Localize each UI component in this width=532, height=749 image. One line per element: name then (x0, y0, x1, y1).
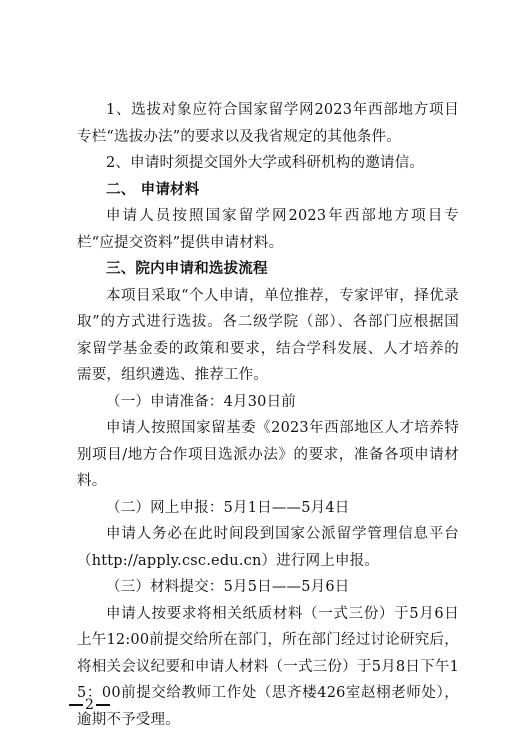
paragraph-criteria-1: 1、选拔对象应符合国家留学网2023年西部地方项目专栏“选拔办法”的要求以及我省规定的其他条件。 (77, 102, 459, 145)
subheading-preparation: （一）申请准备：4月30日前 (106, 393, 296, 410)
page-footer (69, 697, 110, 713)
paragraph-submission: 申请人按要求将相关纸质材料（一式三份）于5月6日上午12:00前提交给所在部门，所在部门经过讨论研究后，将相关会议纪要和申请人材料（一式三份）于5月8日下午15：00前提交给教师工作处（思齐楼426室赵栩老师处），逾期不予受理。 (77, 605, 459, 728)
subheading-submission: （三）材料提交：5月5日——5月6日 (106, 579, 350, 595)
section-heading-materials: 二、 申请材料 (106, 181, 200, 198)
paragraph-materials: 申请人员按照国家留学网2023年西部地方项目专栏“应提交资料”提供申请材料。 (77, 208, 459, 251)
subheading-online-application: （二）网上申报：5月1日——5月4日 (106, 499, 350, 516)
footer-dash-right (96, 704, 110, 706)
page-number: 2 (85, 697, 94, 713)
paragraph-criteria-2: 2、申请时须提交国外大学或科研机构的邀请信。 (106, 155, 425, 171)
paragraph-online-application: 申请人务必在此时间段到国家公派留学管理信息平台（http://apply.csc.edu.cn）进行网上申报。 (77, 526, 459, 569)
section-heading-process: 三、院内申请和选拔流程 (106, 261, 268, 277)
document-body (77, 97, 459, 733)
paragraph-preparation: 申请人按照国家留基委《2023年西部地区人才培养特别项目/地方合作项目选派办法》的要求，准备各项申请材料。 (77, 420, 459, 489)
paragraph-process: 本项目采取“个人申请，单位推荐，专家评审，择优录取”的方式进行选拔。各二级学院（部）、各部门应根据国家留学基金委的政策和要求，结合学科发展、人才培养的需要，组织遴选、推荐工作。 (77, 287, 459, 383)
footer-dash-left (69, 704, 83, 706)
